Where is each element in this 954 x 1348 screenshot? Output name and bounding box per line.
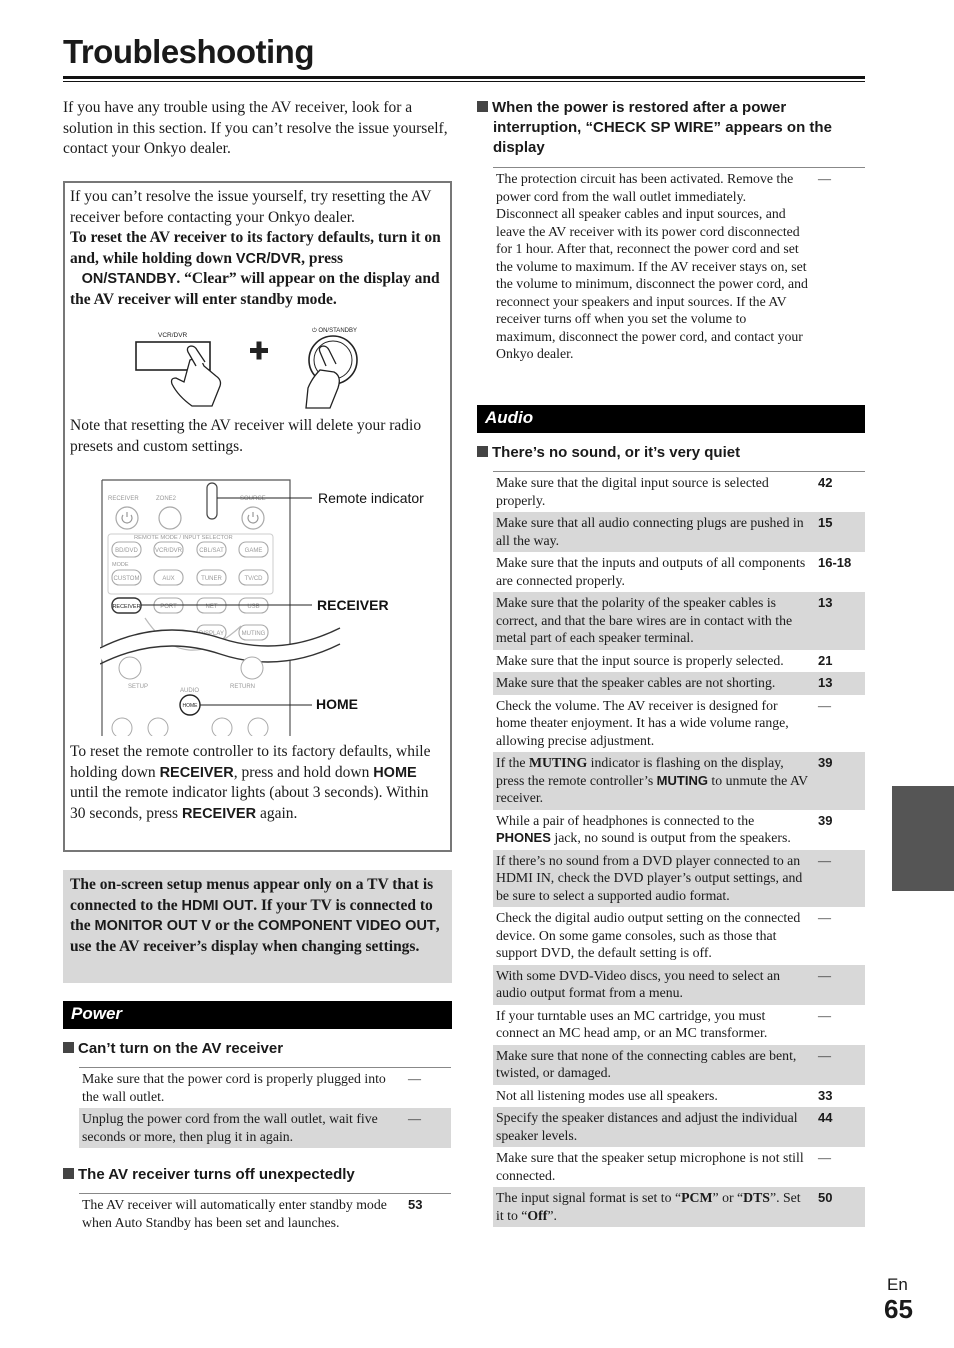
power-section-header: Power xyxy=(63,1001,452,1029)
fig-vcr-label: VCR/DVR xyxy=(158,332,188,339)
svg-text:TUNER: TUNER xyxy=(201,576,222,582)
title-rule xyxy=(63,76,865,79)
svg-text:BD/DVD: BD/DVD xyxy=(115,548,138,554)
reset-button-figure xyxy=(130,322,370,410)
table-row: Check the digital audio output setting on the connected device. On some game consoles, such as those that support DVD, the default setting is off. — xyxy=(496,910,831,960)
svg-text:TV/CD: TV/CD xyxy=(244,576,263,582)
table-row: The input signal format is set to “PCM” or “DTS”. Set it to “Off”. 50 xyxy=(493,1187,865,1227)
svg-text:AUDIO: AUDIO xyxy=(180,688,200,694)
callout-receiver: RECEIVER xyxy=(317,597,389,613)
svg-text:PORT: PORT xyxy=(160,604,177,610)
table-row: Make sure that the input source is properly selected. 21 xyxy=(496,652,833,668)
svg-text:SETUP: SETUP xyxy=(128,684,149,690)
table-row: If the MUTING indicator is flashing on the display, press the remote controller’s MUTING to unmute the AV receiver. 39 xyxy=(493,752,865,810)
page-number: 65 xyxy=(884,1294,913,1324)
svg-text:GAME: GAME xyxy=(244,548,263,554)
svg-text:CBL/SAT: CBL/SAT xyxy=(199,548,224,554)
table-row: Make sure that all audio connecting plugs are pushed in all the way. 15 xyxy=(493,512,865,552)
table-row: Check the volume. The AV receiver is designed for home theater enjoyment. It has a wide volume range, allowing precise adjustment. — xyxy=(496,697,831,748)
remote-indicator-icon xyxy=(207,483,217,519)
key-source-label: SOURCE xyxy=(240,496,266,502)
table-row: If your turntable uses an MC cartridge, you must connect an MC head amp, or an MC transformer. — xyxy=(496,1007,831,1040)
svg-text:DISPLAY: DISPLAY xyxy=(199,631,224,637)
table-row: With some DVD-Video discs, you need to select an audio output format from a menu. — xyxy=(493,965,865,1005)
on-standby-button-ref: ON/STANDBY xyxy=(81,271,177,287)
svg-text:⏻ ON/STANDBY: ⏻ ON/STANDBY xyxy=(312,328,357,334)
table-row: Unplug the power cord from the wall outlet, wait five seconds or more, then plug it in again. — xyxy=(79,1108,451,1148)
receiver-button-ref: RECEIVER xyxy=(159,764,234,781)
reset-instructions xyxy=(70,187,446,310)
turns-off-table xyxy=(79,1193,451,1234)
svg-text:USB: USB xyxy=(247,604,260,610)
remote-controller-figure xyxy=(100,478,440,736)
onscreen-note: The on-screen setup menus appear only on a TV that is connected to the HDMI OUT. If your TV is connected to the MONITOR OUT V or the COMPONENT VIDEO OUT, use the AV receiver’s display when changing settings. xyxy=(70,876,440,955)
reset-intro: If you can’t resolve the issue yourself, try resetting the AV receiver before contacting your Onkyo dealer. xyxy=(70,188,432,226)
svg-text:AUX: AUX xyxy=(162,576,175,582)
table-row: The protection circuit has been activated. Remove the power cord from the wall outlet immediately. Disconnect all speaker cables and input sources, and leave the AV receiver with its power cord disconnected for 1 hour. After that, reconnect the power cord and set the volume to maximum. If the AV receiver stays on, set the volume to minimum, disconnect the power cord, and reconnect your speakers and input sources. If the AV receiver turns off when you set the volume to maximum, disconnect the power cord, and contact your Onkyo dealer. — xyxy=(496,171,831,361)
svg-text:CUSTOM: CUSTOM xyxy=(113,576,140,582)
table-row: The AV receiver will automatically enter standby mode when Auto Standby has been set and launches. 53 xyxy=(82,1197,423,1230)
table-row: Not all listening modes use all speakers. 33 xyxy=(496,1087,833,1103)
home-button-ref: HOME xyxy=(373,764,417,781)
table-row: Make sure that the speaker setup microphone is not still connected. — xyxy=(496,1150,831,1183)
svg-text:RETURN: RETURN xyxy=(230,684,255,690)
check-sp-wire-table xyxy=(493,167,865,366)
table-row: While a pair of headphones is connected to the PHONES jack, no sound is output from the speakers. 39 xyxy=(496,812,833,845)
reset-note: Note that resetting the AV receiver will delete your radio presets and custom settings. xyxy=(70,417,422,455)
turns-off-heading: The AV receiver turns off unexpectedly xyxy=(63,1165,452,1185)
no-sound-heading: There’s no sound, or it’s very quiet xyxy=(477,443,865,463)
check-sp-wire-heading: When the power is restored after a power interruption, “CHECK SP WIRE” appears on the display xyxy=(477,98,865,158)
audio-section-header: Audio xyxy=(477,405,865,433)
table-row: Make sure that the speaker cables are not shorting. 13 xyxy=(493,672,865,695)
callout-remote-indicator: Remote indicator xyxy=(318,490,424,506)
table-row: If there’s no sound from a DVD player connected to an HDMI IN, check the DVD player’s output settings, and be sure to select a supported audio format. — xyxy=(493,850,865,908)
remote-reset-instructions: To reset the remote controller to its factory defaults, while holding down RECEIVER, press and hold down HOME until the remote indicator lights (about 3 seconds). Within 30 seconds, press RECEIVER again. xyxy=(70,743,431,822)
key-receiver-label: RECEIVER xyxy=(108,496,139,502)
reset-step-a: To reset the AV receiver to its factory defaults, turn it on and, while holding down xyxy=(70,229,441,267)
callout-home: HOME xyxy=(316,696,358,712)
svg-text:MUTING: MUTING xyxy=(241,631,266,637)
cant-turn-on-heading: Can’t turn on the AV receiver xyxy=(63,1039,452,1059)
selector-label: REMOTE MODE / INPUT SELECTOR xyxy=(134,535,233,541)
table-row: Make sure that the inputs and outputs of all components are connected properly. 16-18 xyxy=(496,555,852,588)
table-row: Make sure that the digital input source is selected properly. 42 xyxy=(496,475,833,508)
language-label: En xyxy=(887,1275,908,1294)
svg-text:VCR/DVR: VCR/DVR xyxy=(154,548,183,554)
table-row: Specify the speaker distances and adjust the individual speaker levels. 44 xyxy=(493,1107,865,1147)
monitor-out-ref: MONITOR OUT V xyxy=(94,918,212,934)
key-zone2-label: ZONE2 xyxy=(156,496,177,502)
table-row: Make sure that none of the connecting cables are bent, twisted, or damaged. — xyxy=(493,1045,865,1085)
reset-step-b: , press xyxy=(301,249,344,267)
cant-turn-on-table xyxy=(79,1067,451,1148)
fig-onstandby-label: ON/STANDBY xyxy=(318,328,357,334)
title-rule-thin xyxy=(63,81,865,82)
hdmi-out-ref: HDMI OUT xyxy=(181,897,254,914)
svg-text:MODE: MODE xyxy=(112,562,129,568)
section-side-tab xyxy=(892,786,954,891)
svg-text:HOME: HOME xyxy=(182,703,198,709)
reset-step-c: . “Clear” will appear on the display and the AV receiver will enter standby mode. xyxy=(70,270,440,308)
svg-text:NET: NET xyxy=(205,604,218,610)
receiver-button-ref: RECEIVER xyxy=(181,805,257,822)
no-sound-table xyxy=(493,471,865,1227)
table-row: Make sure that the polarity of the speaker cables is correct, and that the bare wires are in contact with the metal part of each speaker terminal. 13 xyxy=(493,592,865,650)
intro-paragraph: If you have any trouble using the AV receiver, look for a solution in this section. If you can’t resolve the issue yourself, contact your Onkyo dealer. xyxy=(63,99,448,157)
vcr-dvr-button-ref: VCR/DVR xyxy=(235,250,302,267)
svg-text:RECEIVER: RECEIVER xyxy=(112,604,141,610)
table-row: Make sure that the power cord is properly plugged into the wall outlet. — xyxy=(82,1071,421,1104)
page-title: Troubleshooting xyxy=(63,33,314,70)
component-out-ref: COMPONENT VIDEO OUT xyxy=(257,918,436,934)
